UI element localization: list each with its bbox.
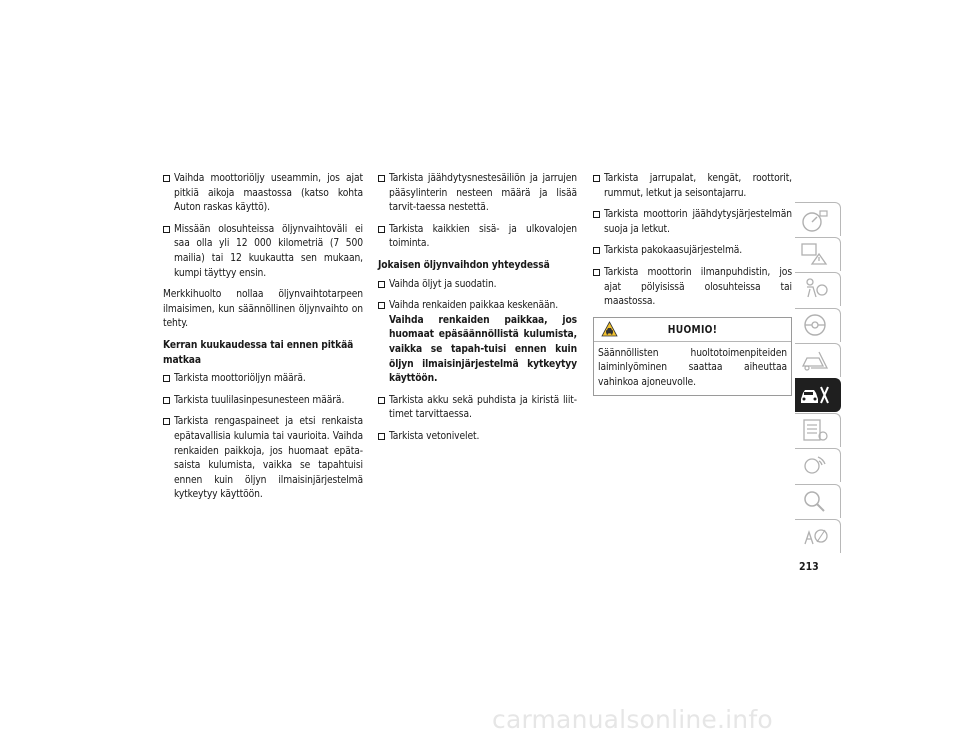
checklist-item-text: Missään olosuhteissa öljynvaihtoväli ei saa olla yli 12 000 kilometriä (7 500 mailia) tai 12 kuukautta sen mukaan, kumpi täyttyy ensin.	[174, 223, 363, 279]
airbag-safety-icon	[799, 275, 831, 303]
checklist-item	[378, 172, 577, 216]
chapter-tab-specifications[interactable]	[795, 413, 841, 447]
text-column-3	[593, 172, 792, 396]
caution-notice-title: HUOMIO!	[667, 324, 718, 336]
checklist-item-text: Tarkista jäähdytysnestesäiliön ja jarrujen pääsylinterin nesteen määrä ja lisää tarvit-taessa nestettä.	[389, 173, 577, 214]
checklist-item-text: Tarkista kaikkien sisä- ja ulkovalojen toiminta.	[389, 223, 577, 250]
chapter-tabs-sidebar	[795, 202, 841, 554]
checklist-item	[163, 172, 363, 216]
checklist-item	[378, 223, 577, 252]
checkbox-square-icon	[378, 175, 385, 182]
specifications-list-icon	[799, 416, 831, 444]
checklist-item	[163, 223, 363, 281]
watermark-text: carmanualsonline.info	[492, 705, 773, 734]
chapter-tab-multimedia[interactable]	[795, 448, 841, 482]
text-column-2	[378, 172, 577, 452]
page-number: 213	[799, 561, 819, 573]
checklist-item	[378, 299, 577, 387]
checklist-item-text: Tarkista jarrupalat, kengät, roottorit, rummut, letkut ja seisontajarru.	[604, 173, 792, 199]
checkbox-square-icon	[163, 397, 170, 404]
multimedia-icon	[799, 451, 831, 479]
checkbox-square-icon	[378, 433, 385, 440]
chapter-tab-dashboard[interactable]	[795, 202, 841, 236]
chapter-tab-index[interactable]	[795, 484, 841, 518]
section-heading-monthly: Kerran kuukaudessa tai ennen pitkää matkaa	[163, 339, 354, 366]
checklist-item	[593, 244, 792, 259]
checkbox-square-icon	[593, 247, 600, 254]
caution-notice-text: Säännöllisten huoltotoimenpiteiden laiminlyöminen saattaa aiheuttaa vahinkoa ajoneuvolle.	[598, 347, 787, 388]
chapter-tab-safety[interactable]	[795, 272, 841, 306]
checklist-item	[378, 278, 577, 293]
chapter-tab-warning-lights[interactable]	[795, 237, 841, 271]
checkbox-square-icon	[163, 418, 170, 425]
checklist-item-text: Vaihda öljyt ja suodatin.	[389, 278, 497, 290]
checkbox-square-icon	[163, 375, 170, 382]
checklist-item	[593, 172, 792, 201]
checklist-item-text: Tarkista vetonivelet.	[389, 430, 480, 442]
checklist-item-text: Vaihda moottoriöljy useammin, jos ajat pitkiä aikoja maastossa (katso kohta Auton raskas käyttö).	[174, 173, 363, 214]
checkbox-square-icon	[593, 175, 600, 182]
checklist-item	[378, 430, 577, 445]
search-magnifier-icon	[799, 487, 831, 515]
checkbox-square-icon	[378, 302, 385, 309]
emergency-car-icon	[799, 346, 831, 374]
checkbox-square-icon	[163, 226, 170, 233]
car-service-tools-icon	[799, 381, 831, 409]
checkbox-square-icon	[378, 281, 385, 288]
checklist-item-text: Tarkista pakokaasujärjestelmä.	[604, 245, 743, 257]
caution-notice-box	[593, 317, 792, 396]
checklist-item-text: Tarkista moottorin ilmanpuhdistin, jos ajat pölyisissä olosuhteissa tai maastossa.	[604, 266, 792, 308]
steering-wheel-icon	[799, 311, 831, 339]
checkbox-square-icon	[378, 226, 385, 233]
checklist-item	[593, 208, 792, 237]
chapter-tab-languages[interactable]	[795, 519, 841, 553]
checklist-item-text: Tarkista moottorin jäähdytysjärjestelmän suoja ja letkut.	[604, 209, 792, 235]
checklist-item	[163, 394, 363, 409]
chapter-tab-driving[interactable]	[795, 308, 841, 342]
checkbox-square-icon	[593, 211, 600, 218]
checklist-item-text: Tarkista akku sekä puhdista ja kiristä liit-timet tarvittaessa.	[389, 394, 577, 421]
checklist-item-text: Tarkista moottoriöljyn määrä.	[174, 373, 306, 385]
chapter-tab-servicing[interactable]	[795, 378, 841, 412]
chapter-tab-emergency[interactable]	[795, 343, 841, 377]
checkbox-square-icon	[378, 397, 385, 404]
checklist-item-emphasis: Vaihda renkaiden paikkaa, jos huomaat epäsäännöllistä kulumista, vaikka se tapah-tuisi ennen kuin öljyn ilmaisinjärjestelmä kytkeytyy käyttöön.	[389, 314, 577, 385]
checklist-item	[593, 266, 792, 310]
languages-icon	[799, 522, 831, 550]
checkbox-square-icon	[163, 175, 170, 182]
section-heading-oil-change: Jokaisen öljynvaihdon yhteydessä	[378, 259, 550, 271]
checkbox-square-icon	[593, 269, 600, 276]
checklist-item	[378, 394, 577, 423]
warning-lights-icon	[799, 240, 831, 268]
dashboard-icon	[799, 205, 831, 233]
body-paragraph: Merkkihuolto nollaa öljynvaihtotarpeen ilmaisimen, kun säännöllinen öljynvaihto on tehty.	[163, 289, 363, 330]
checklist-item-text: Tarkista rengaspaineet ja etsi renkaista epätavallisia kulumia tai vaurioita. Vaihda renkaiden paikkoja, jos huomaat epäta-saista kulumista, vaikka se tapahtuisi ennen kuin öljyn ilmaisinjärjestelmä kytkeytyy käyttöön.	[174, 416, 363, 501]
text-column-1	[163, 172, 363, 510]
checklist-item	[163, 415, 363, 503]
checklist-item-text: Tarkista tuulilasinpesunesteen määrä.	[174, 394, 345, 406]
caution-notice-header	[594, 318, 791, 342]
checklist-item	[163, 372, 363, 387]
checklist-item-text: Vaihda renkaiden paikkaa keskenään.	[389, 300, 559, 312]
